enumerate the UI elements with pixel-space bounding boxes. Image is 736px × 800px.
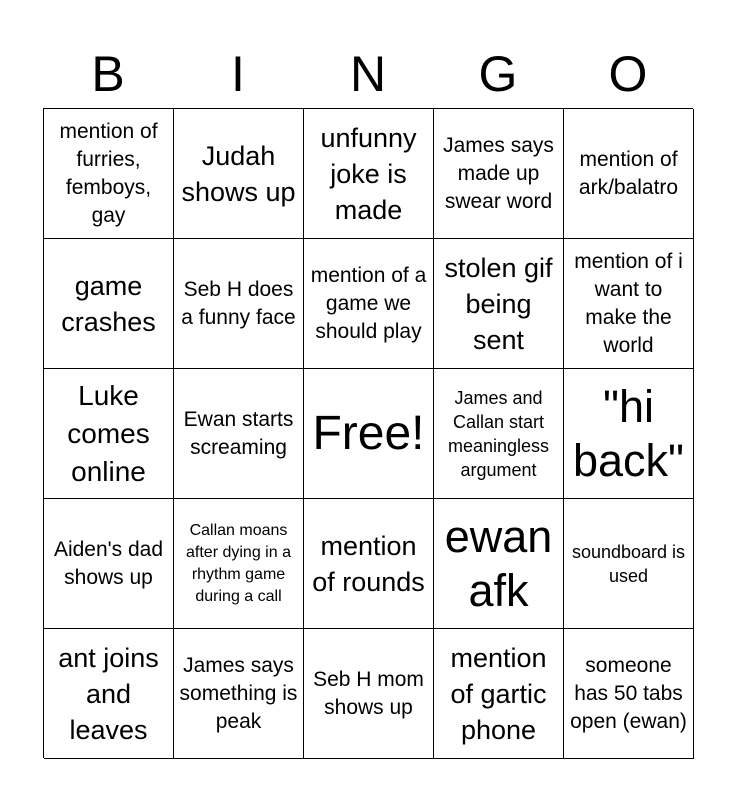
bingo-cell-r4-c0[interactable] [44, 629, 174, 759]
cell-text: James and Callan start meaningless argument [447, 387, 550, 480]
cell-text: Seb H mom shows up [313, 667, 424, 719]
bingo-cell-r0-c3[interactable] [434, 109, 564, 239]
cell-text: mention of a game we should play [310, 263, 427, 343]
cell-text: soundboard is used [571, 541, 686, 586]
cell-text: unfunny joke is made [320, 122, 417, 225]
cell-text: "hi back" [572, 380, 685, 486]
bingo-cell-r0-c1[interactable] [174, 109, 304, 239]
bingo-cell-r2-c0[interactable] [44, 369, 174, 499]
bingo-board [43, 108, 693, 758]
cell-text: Seb H does a funny face [181, 277, 296, 329]
bingo-cell-r2-c1[interactable] [174, 369, 304, 499]
cell-text: Callan moans after dying in a rhythm game during a call [186, 521, 291, 605]
bingo-cell-r1-c1[interactable] [174, 239, 304, 369]
header-letter-i: I [231, 46, 245, 102]
bingo-cell-r1-c0[interactable] [44, 239, 174, 369]
bingo-cell-r3-c0[interactable] [44, 499, 174, 629]
cell-text: ewan afk [444, 510, 553, 616]
bingo-cell-r4-c3[interactable] [434, 629, 564, 759]
bingo-cell-r4-c1[interactable] [174, 629, 304, 759]
cell-text: Aiden's dad shows up [53, 537, 164, 589]
bingo-cell-r0-c2[interactable] [304, 109, 434, 239]
cell-text: stolen gif being sent [444, 252, 553, 355]
bingo-cell-r2-c3[interactable] [434, 369, 564, 499]
bingo-cell-r1-c4[interactable] [564, 239, 694, 369]
cell-text: Ewan starts screaming [183, 407, 294, 459]
cell-text: mention of i want to make the world [574, 249, 683, 357]
bingo-cell-r4-c4[interactable] [564, 629, 694, 759]
cell-text: mention of ark/balatro [578, 147, 679, 199]
header-letter-b: B [91, 46, 125, 102]
cell-text: game crashes [61, 270, 156, 337]
cell-text: James says something is peak [179, 653, 298, 733]
bingo-cell-free[interactable] [304, 369, 434, 499]
bingo-cell-r0-c0[interactable] [44, 109, 174, 239]
cell-text: Judah shows up [181, 140, 296, 207]
bingo-cell-r2-c4[interactable] [564, 369, 694, 499]
bingo-cell-r1-c3[interactable] [434, 239, 564, 369]
cell-text: ant joins and leaves [58, 642, 159, 745]
bingo-cell-r3-c4[interactable] [564, 499, 694, 629]
cell-text: mention of furries, femboys, gay [59, 119, 158, 227]
bingo-cell-r4-c2[interactable] [304, 629, 434, 759]
bingo-cell-r3-c1[interactable] [174, 499, 304, 629]
cell-text: mention of rounds [312, 530, 425, 597]
header-letter-g: G [478, 46, 518, 102]
bingo-cell-r3-c3[interactable] [434, 499, 564, 629]
bingo-cell-r3-c2[interactable] [304, 499, 434, 629]
bingo-header [43, 40, 693, 108]
cell-text: Luke comes online [67, 379, 150, 487]
bingo-cell-r1-c2[interactable] [304, 239, 434, 369]
header-letter-o: O [608, 46, 648, 102]
bingo-cell-r0-c4[interactable] [564, 109, 694, 239]
cell-text: someone has 50 tabs open (ewan) [570, 653, 687, 733]
header-letter-n: N [349, 46, 387, 102]
cell-text: mention of gartic phone [450, 642, 547, 745]
free-space-text: Free! [312, 406, 425, 460]
cell-text: James says made up swear word [443, 133, 554, 213]
